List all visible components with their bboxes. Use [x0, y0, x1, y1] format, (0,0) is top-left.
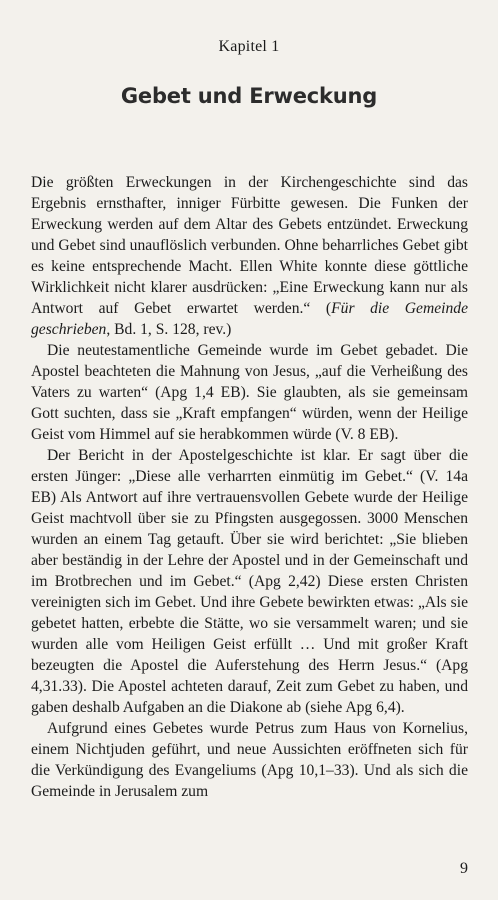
page-number: 9: [460, 860, 468, 877]
chapter-title: Gebet und Erweckung: [120, 84, 378, 108]
body-text: [31, 172, 468, 802]
paragraph-1-ref: , Bd. 1, S. 128, rev.): [106, 321, 232, 338]
chapter-label: Kapitel 1: [218, 38, 280, 55]
paragraph-1-text: Die größten Erweckungen in der Kirchengeschichte sind das Ergebnis ernsthafter, inniger Fürbitte gewesen. Die Funken der Erweckung werden auf dem Altar des Gebets entzündet. Erweckung und Gebet sind unauflöslich verbunden. Ohne beharrliches Gebet gibt es keine entsprechende Macht. Ellen White konnte diese göttliche Wirklichkeit nicht klarer ausdrücken: „Eine Erweckung kann nur als Antwort auf Gebet erwartet werden.“ (: [31, 174, 468, 317]
paragraph-2: Die neutestamentliche Gemeinde wurde im Gebet gebadet. Die Apostel beachteten die Mahnung von Jesus, „auf die Verheißung des Vaters zu warten“ (Apg 1,4 EB). Sie glaubten, als sie gemeinsam Gott suchten, dass sie „Kraft empfangen“ würden, wenn der Heilige Geist vom Himmel auf sie herabkommen würde (V. 8 EB).: [31, 342, 468, 443]
paragraph-3: Der Bericht in der Apostelgeschichte ist klar. Er sagt über die ersten Jünger: „Diese alle verharrten einmütig im Gebet.“ (V. 14a EB) Als Antwort auf ihre vertrauensvollen Gebete wurde der Heilige Geist machtvoll über sie zu Pfingsten ausgegossen. 3000 Menschen wurden an einem Tag getauft. Über sie wird berichtet: „Sie blieben aber beständig in der Lehre der Apostel und in der Gemeinschaft und im Brotbrechen und im Gebet.“ (Apg 2,42) Diese ersten Christen vereinigten sich im Gebet. Und ihre Gebete bewirkten etwas: „Als sie gebetet hatten, erbebte die Stätte, wo sie versammelt waren; und sie wurden alle vom Heiligen Geist erfüllt … Und mit großer Kraft bezeugten die Apostel die Auferstehung des Herrn Jesus.“ (Apg 4,31.33). Die Apostel achteten darauf, Zeit zum Gebet zu haben, und gaben deshalb Aufgaben an die Diakone ab (siehe Apg 6,4).: [31, 447, 468, 716]
paragraph-1: [31, 172, 468, 340]
source-citation: Für die Gemeinde geschrieben: [31, 300, 469, 338]
paragraph-4: Aufgrund eines Gebetes wurde Petrus zum Haus von Kornelius, einem Nichtjuden geführt, und neue Aussichten eröffneten sich für die Verkündigung des Evangeliums (Apg 10,1–33). Und als sich die Gemeinde in Jerusalem zum: [31, 720, 468, 800]
